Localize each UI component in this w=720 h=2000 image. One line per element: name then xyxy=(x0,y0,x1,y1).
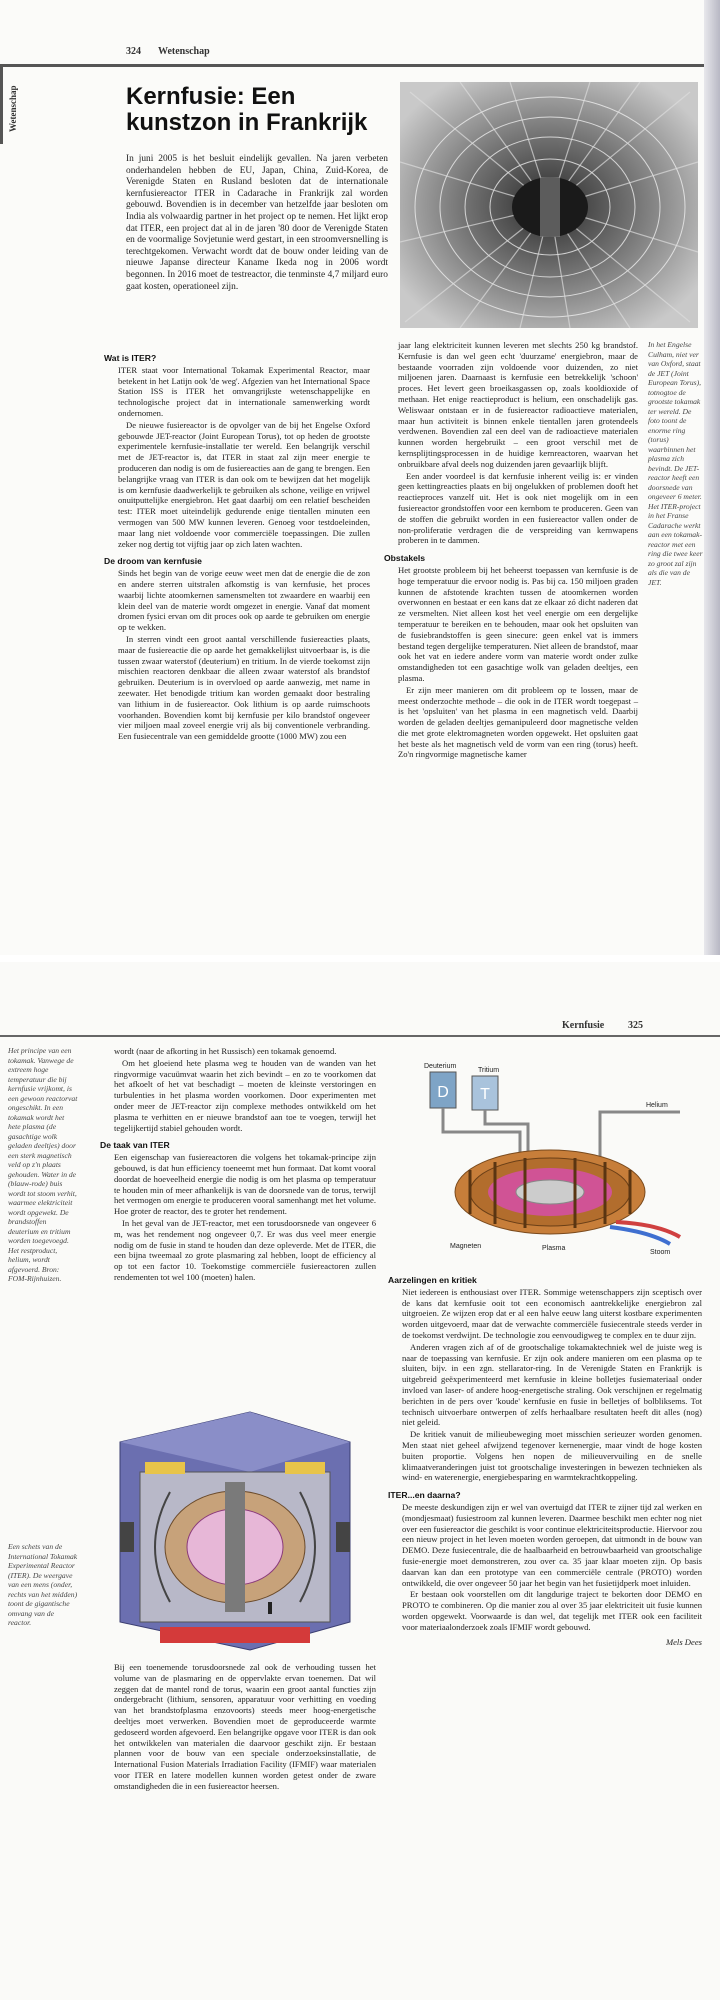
paragraph: Anderen vragen zich af of de grootschalige tokamaktechniek wel de juiste weg is naar de toepassing van kernfusie. Er zijn ook andere manieren om een plasma op te sluiten, bijv. in een zgn. stellarator-ring. In de Verenigde Staten en Frankrijk is uitgebreid geëxperimenteerd met kernfusie in kleine bolletjes fusiemateriaal onder invloed van laser- of andere hoog-energetische straling. Ook verschijnen er regelmatig berichten in de pers over 'koude' kernfusie en fusie in belletjes of bolbliksems. Tot technisch uitvoerbare ontwerpen of zelfs herhaalbare resultaten heeft dit alles (nog) niet geleid. xyxy=(402,1341,702,1428)
tritium-letter: T xyxy=(480,1086,490,1103)
paragraph: Een ander voordeel is dat kernfusie inherent veilig is: er vinden geen kettingreacties plaats en bij ongelukken of problemen dooft het reactieproces vanzelf uit. Het is ook niet mogelijk om in een fusiereactor grondstoffen voor een kernbom te produceren. Geen van de stoffen die gebruikt worden in een fusiereactor vallen onder de non-proliferatie verdragen die de verspreiding van kernwapens proberen in te dammen. xyxy=(398,470,638,546)
column-1-bottom xyxy=(100,1662,376,1793)
tokamak-principle-svg xyxy=(410,1052,700,1257)
iter-sketch-caption: Een schets van de International Tokamak Experimental Reactor (ITER). De weergave van een mens (onder, rechts van het midden) toont de gigantische omvang van de reactor. xyxy=(8,1542,78,1627)
paragraph: Het grootste probleem bij het beheerst toepassen van kernfusie is de hoge temperatuur die ervoor nodig is. Pas bij ca. 150 miljoen graden kunnen de afstotende krachten tussen de atoomkernen worden overwonnen en bestaat er een kans dat ze elkaar zó dicht naderen dat ze versmelten. Niet alleen kost het veel energie om een dergelijke temperatuur te bereiken en te behouden, maar ook het opsluiten van de fusiebrandstoffen is geen sinecure: geen enkel vat is immers bestand tegen dergelijke temperaturen. Niet alleen de brandstof, maar ook het vat en iedere andere vorm van materie wordt onder zulke omstandigheden tot een gasachtige wolk van geladen deeltjes, een plasma. xyxy=(398,564,638,683)
heading-aarzelingen: Aarzelingen en kritiek xyxy=(388,1275,477,1285)
running-header: Wetenschap xyxy=(158,46,210,57)
paragraph: In sterren vindt een groot aantal verschillende fusiereacties plaats, maar de fusiereactie die op aarde het gemakkelijkst uitvoerbaar is, is die tussen zwaar waterstof (deuterium) en tritium. In de vierde toekomst zijn mischien reactoren denkbaar die alleen zwaar waterstof als brandstof gebruiken. Deuterium is in overvloed op aarde aanwezig, met name in zeewater. Het benodigde tritium kan worden gemaakt door bestraling van lithium in de fusiereactor. Ook lithium is op aarde ruimschoots voorhanden. Bovendien komt bij kernfusie per kilo brandstof ongeveer vier miljoen maal zoveel energie vrij als bij conventionele verbranding. Een fusiecentrale van een gemiddelde grootte (1000 MW) zou een xyxy=(118,633,370,742)
page-gap xyxy=(0,955,720,962)
heading-wat-is-iter: Wat is ITER? xyxy=(104,353,157,363)
iter-cutaway-svg xyxy=(100,1402,370,1652)
diagram-caption: Het principe van een tokamak. Vanwege de extreem hoge temperatuur die bij kernfusie vrijkomt, is een gewoon reactorvat ongeschikt. In een tokamak wordt het hete plasma (de gasachtige wolk geladen deeltjes) door een sterk magnetisch veld op z'n plaats gehouden. Water in de (blauw-rode) buis wordt tot stoom verhit, waarmee elektriciteit wordt opgewekt. De brandstoffen deuterium en tritium worden toegevoegd. Het restproduct, helium, wordt afgevoerd. Bron: FOM-Rijnhuizen. xyxy=(8,1046,78,1283)
paragraph: De kritiek vanuit de milieubeweging moet misschien serieuzer worden genomen. Men staat niet geheel afwijzend tegenover kernenergie, maar vindt de hoge kosten buiten proportie. Volgens hen nopen de milieuvervuiling en de snelle klimaatveranderingen juist tot grootschalige investeringen in bewezen technieken als wind- en waterenergie, energiebesparing en warmtekrachtkoppeling. xyxy=(402,1429,702,1483)
paragraph: De nieuwe fusiereactor is de opvolger van de bij het Engelse Oxford gebouwde JET-reactor (Joint European Torus), tot op heden de grootste experimentele kernfusie-installatie ter wereld. Een belangrijk verschil met de JET-reactor is, dat ITER in staat zal zijn meer energie te produceren dan nodig is om de fusiereacties aan de gang te brengen. Een belangrijke vraag van ITER is dan ook om te bewijzen dat het mogelijk is om kernfusie daadwerkelijk te gebruiken als schone, veilige en vrijwel onuitputtelijke energiebron. Het gaat daarbij om een relatief bescheiden test: ITER moet uiteindelijk gedurende enige tientallen minuten een vermogen van 500 MW kunnen leveren. Genoeg voor testdoeleinden, maar lang niet voldoende voor commerciële toepassingen. Die zullen zeker nog dertig tot vijftig jaar op zich laten wachten. xyxy=(118,419,370,549)
page-edge-shadow xyxy=(704,0,720,955)
tritium-label: Tritium xyxy=(478,1067,500,1074)
paragraph: Er bestaan ook voorstellen om dit langdurige traject te bekorten door DEMO en PROTO te combineren. Op die manier zou al over 35 jaar elektriciteit uit fusie kunnen worden opgewekt. Voorwaarde is dan wel, dat tegelijk met ITER ook een faciliteit voor materiaalonderzoek zoals IFMIF wordt gebouwd. xyxy=(402,1589,702,1632)
deuterium-letter: D xyxy=(437,1084,449,1101)
plasma-label: Plasma xyxy=(542,1245,566,1252)
header-rule xyxy=(0,1035,720,1037)
paragraph: jaar lang elektriciteit kunnen leveren met slechts 250 kg brandstof. Kernfusie is dan wel geen echt 'duurzame' energiebron, maar de bestaande voorraden zijn voldoende voor duizenden, zo niet miljoenen jaren. Daarnaast is kernfusie een betrekkelijk 'schoon' proces. Het levert geen broeikasgassen op, zoals kooldioxide of methaan. Het enige reactieproduct is helium, een onschadelijk gas. Weliswaar ontstaan er in de fusiereactor radioactieve materialen, maar hun activiteit is binnen enkele tientallen jaren grotendeels verdwenen. Bovendien zal een deel van de radioactieve materialen kunnen worden hergebruikt – een groot verschil met de kernsplijtingsprocessen in de huidige kernreactoren, waarvan het onbruikbare afval deels nog duizenden jaren gevaarlijk blijft. xyxy=(398,340,638,469)
deuterium-label: Deuterium xyxy=(424,1063,457,1070)
author-signature: Mels Dees xyxy=(665,1636,702,1647)
page-number: 324 xyxy=(126,46,141,57)
side-tab: Wetenschap xyxy=(8,85,18,132)
paragraph: Niet iedereen is enthousiast over ITER. Sommige wetenschappers zijn sceptisch over de kans dat kernfusie ooit tot een economisch aantrekkelijke energiebron zal uitgroeien. Ze wijzen erop dat er al een halve eeuw lang uiterst kostbare experimenten worden uitgevoerd, maar dat de verwachte commerciële fusiecentrale steeds verder in de toekomst verdwijnt. De technologie zou eenvoudigweg te complex en te duur zijn. xyxy=(402,1286,702,1340)
helium-label: Helium xyxy=(646,1102,668,1109)
article-title: Kernfusie: Een kunstzon in Frankrijk xyxy=(126,83,368,136)
paragraph: ITER staat voor International Tokamak Experimental Reactor, maar betekent in het Latijn ook 'de weg'. Afgezien van het International Space Station ISS is ITER het omvangrijkste wetenschappelijke en technologische project dat in internationale samenwerking wordt ondernomen. xyxy=(118,364,370,418)
intro-paragraph: In juni 2005 is het besluit eindelijk gevallen. Na jaren verbeten onderhandelen hebben de EU, Japan, China, Zuid-Korea, de Verenigde Staten en Rusland besloten dat de internationale kernfusiereactor ITER in Cadarache in Frankrijk zal worden gebouwd. Bovendien is in december van hetzelfde jaar besloten om India als volwaardig partner in het project op te nemen. Het lijkt erop dat ITER, een project dat al in de jaren '80 door de Verenigde Staten en de voormalige Sovjetunie werd gestart, in een stroomversnelling is terechtgekomen. Verwacht wordt dat de bouw onder leiding van de nieuwe Japanse directeur Kaname Ikeda nog in 2006 wordt begonnen. In 2016 moet de testreactor, die tenminste 4,7 miljard euro gaat kosten, operationeel zijn. xyxy=(126,154,388,292)
jet-torus-illustration xyxy=(400,82,698,328)
paragraph: De meeste deskundigen zijn er wel van overtuigd dat ITER te zijner tijd zal werken en (mondjesmaat) fusiestroom zal kunnen leveren. Daarmee beschikt men echter nog niet over een fusiereactor die geschikt is voor continue elektriciteitsproductie. Hiervoor zou een nieuw project in het leven moeten worden geroepen, dat uitmondt in de bouw van DEMO. Deze fusiecentrale, die de haalbaarheid en betrouwbaarheid van grootschalige fusie-energie moet demonstreren, zou over ca. 35 jaar klaar moeten zijn. Op basis daarvan kan dan een prototype van een commerciële centrale (PROTO) worden ontwikkeld, die over ongeveer 50 jaar het begin van het fusietijdperk moet inluiden. xyxy=(402,1501,702,1588)
page-324 xyxy=(0,0,720,955)
paragraph: Om het gloeiend hete plasma weg te houden van de wanden van het ringvormige vacuümvat waarin het zich bevindt – en zo te voorkomen dat het afkoelt of het vat beschadigt – moeten de kleinste verstoringen en turbulenties in het plasma worden voorkomen. Door experimenten met onder meer de JET-reactor zijn complexe methodes ontwikkeld om het plasma te verhitten en er nieuwe brandstof aan toe te voegen, terwijl het tegelijkertijd stabiel gehouden wordt. xyxy=(114,1057,376,1133)
heading-taak: De taak van ITER xyxy=(100,1140,170,1151)
magneten-label: Magneten xyxy=(450,1243,482,1250)
heading-droom: De droom van kernfusie xyxy=(104,556,202,567)
column-2 xyxy=(384,340,638,761)
column-1-top xyxy=(100,1046,376,1284)
tokamak-diagram xyxy=(410,1052,700,1257)
page-325 xyxy=(0,962,720,2000)
jet-torus-photo xyxy=(400,82,698,328)
paragraph: Er zijn meer manieren om dit probleem op te lossen, maar de meest onderzochte methode – die ook in de ITER wordt toegepast – is het 'opsluiten' van het plasma in een magnetisch veld. Daarbij worden de geladen deeltjes gemanipuleerd door magnetische velden die met grote elektromagneten worden opgewekt. Het opsluiten gaat het beste als het magnetisch veld de vorm van een ring (torus) heeft. Zo'n ringvormige magnetische kamer xyxy=(398,684,638,760)
tab-bar xyxy=(0,64,3,144)
paragraph: Bij een toenemende torusdoorsnede zal ook de verhouding tussen het volume van de plasmaring en de oppervlakte ervan toenemen. Dat wil zeggen dat de mantel rond de torus, waarin een groot aantal functies zijn ondergebracht (lithium, sensoren, apparatuur voor verhitting en voeding van het brandstofplasma enzovoorts) steeds meer hoog-energetische deeltjes moet verwerken. Bovendien moet de geproduceerde warmte gedoseerd worden afgevoerd. Een belangrijke opgave voor ITER is dan ook het ontwikkelen van materialen die daarvoor geschikt zijn. Er bestaan plannen voor de bouw van een speciale onderzoeksinstallatie, de International Fusion Materials Irradiation Facility (IFMIF) waar materialen voor ITER en latere modellen kunnen worden getest onder de zware omstandigheden die in een fusiereactor heersen. xyxy=(114,1662,376,1791)
column-1 xyxy=(104,348,370,743)
column-2 xyxy=(388,1270,702,1647)
heading-obstakels: Obstakels xyxy=(384,553,426,564)
photo-caption: In het Engelse Culham, niet ver van Oxford, staat de JET (Joint European Torus), totnogtoe de grootste tokamak ter wereld. De foto toont de enorme ring (torus) waarbinnen het plasma zich bevindt. De JET-reactor heeft een doorsnede van ongeveer 6 meter. Het ITER-project in het Franse Cadarache werkt aan een tokamak-reactor met een ring die twee keer zo groot zal zijn als die van de JET. xyxy=(648,340,703,587)
iter-reactor-sketch xyxy=(100,1402,370,1652)
stoom-label: Stoom xyxy=(650,1249,671,1256)
paragraph: Een eigenschap van fusiereactoren die volgens het tokamak-principe zijn gebouwd, is dat hun efficiency toeneemt met hun formaat. Dat komt vooral doordat de hoeveelheid energie die nodig is om het plasma op temperatuur te houden min of meer afhankelijk is van de doorsnede van de torus, terwijl het vermogen om energie te produceren vooral samenhangt met het volume. Hoe groter de reactor, des te groter het rendement. xyxy=(114,1152,376,1217)
heading-iter-daarna: ITER...en daarna? xyxy=(388,1490,461,1501)
paragraph: Sinds het begin van de vorige eeuw weet men dat de energie die de zon en andere sterren uitstralen afkomstig is van kernfusie, het proces waarbij lichte atoomkernen samensmelten tot zwaardere en waarbij een klein deel van de materie wordt omgezet in energie. Vanaf dat moment dromen fysici ervan om dit proces ook op aarde te gebruiken om energie op te wekken. xyxy=(118,568,370,633)
paragraph: wordt (naar de afkorting in het Russisch) een tokamak genoemd. xyxy=(114,1046,337,1056)
paragraph: In het geval van de JET-reactor, met een torusdoorsnede van ongeveer 6 m, was het rendement nog ongeveer 0,7. Er was dus veel meer energie nodig om de fusie in stand te houden dan deze opleverde. Met de ITER, die een bijna tweemaal zo grote plasmaring zal hebben, loopt de efficiency al op tot een factor 10. Toekomstige commerciële fusiereactoren zullen rendementen tot wel 100 (moeten) halen. xyxy=(114,1217,376,1282)
header-rule xyxy=(0,64,704,67)
running-header: Kernfusie xyxy=(562,1020,605,1031)
page-number: 325 xyxy=(628,1020,643,1031)
